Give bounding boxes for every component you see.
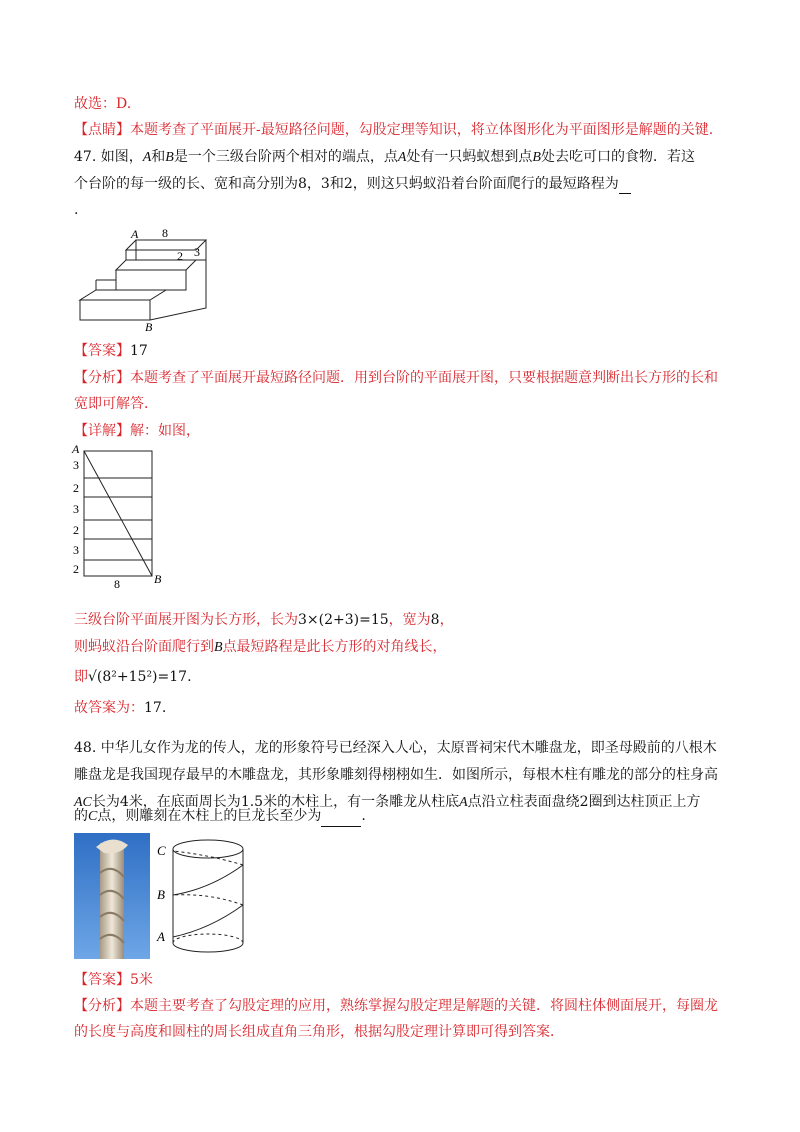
cylinder-bottom-front	[173, 943, 243, 952]
q48-text: 米，在底面周长为	[128, 794, 241, 810]
comment-tag: 【点睛】	[74, 122, 130, 138]
cylinder-top	[173, 840, 243, 858]
q47-final	[74, 698, 166, 718]
unfold-label-a: A	[72, 442, 80, 456]
answer-value: 17	[130, 343, 148, 359]
cyl-label-b: B	[157, 887, 165, 902]
q47-answer	[74, 341, 148, 361]
solution-width: 8	[430, 612, 440, 628]
fig-label-height: 2	[177, 249, 183, 263]
detail-text: 解：如图，	[130, 423, 200, 439]
q47-solution-3	[74, 667, 192, 687]
solution-text: ，	[439, 612, 454, 628]
q48-text: 圈到达柱顶正上方	[588, 794, 701, 810]
prev-comment	[74, 120, 713, 140]
analysis-tag: 【分析】	[74, 998, 130, 1014]
value-3: 3	[320, 176, 330, 192]
q47-text: ，	[306, 176, 321, 192]
q48-analysis-2: 的长度与高度和圆柱的周长组成直角三角形，根据勾股定理计算即可得到答案．	[74, 1024, 564, 1040]
q47-text: 个台阶的每一级的长、宽和高分别为	[74, 176, 298, 192]
row-label: 2	[73, 523, 79, 537]
value-1-5: 1.5	[240, 794, 264, 810]
row-label: 3	[73, 502, 79, 516]
point-a: A	[397, 150, 407, 165]
solution-text: 三级台阶平面展开图为长方形，长为	[74, 612, 298, 628]
value-4: 4	[119, 794, 129, 810]
row-label: 3	[73, 543, 79, 557]
dragon-pillar-photo	[74, 833, 150, 959]
q47-solution-1	[74, 610, 454, 630]
value-2: 2	[343, 176, 353, 192]
q47-text: 和	[151, 149, 166, 165]
stairs-bottom-riser	[80, 300, 150, 320]
dragon-path-front	[173, 865, 243, 895]
solution-expr: 3×(2+3)=15	[298, 612, 389, 628]
solution-text: 则蚂蚁沿台阶面爬行到	[74, 639, 214, 655]
analysis-tag: 【分析】	[74, 370, 130, 386]
q47-analysis	[74, 368, 718, 388]
point-b: B	[532, 150, 541, 165]
detail-tag: 【详解】	[74, 423, 130, 439]
analysis-text: 本题考查了平面展开最短路径问题．用到台阶的平面展开图，只要根据题意判断出长方形的长和	[130, 370, 718, 386]
point-a: A	[142, 150, 152, 165]
row-label: 3	[73, 458, 79, 472]
q47-analysis-2: 宽即可解答．	[74, 396, 158, 412]
answer-blank	[321, 812, 361, 827]
unfold-label-bottom: 8	[114, 577, 120, 589]
final-value: 17	[144, 700, 162, 716]
cyl-label-c: C	[157, 843, 166, 858]
fig-label-length: 8	[162, 226, 168, 240]
q48-text: 点，则雕刻在木柱上的巨龙长至少为	[97, 808, 322, 824]
point-c: C	[88, 809, 98, 824]
q47-text: 如图，	[100, 149, 143, 165]
q47-solution-2	[74, 637, 447, 658]
solution-text: ，宽为	[388, 612, 431, 628]
q48-analysis	[74, 996, 718, 1016]
answer-tag: 【答案】	[74, 343, 130, 359]
cylinder-figure	[155, 833, 255, 959]
q47-line2	[74, 174, 631, 194]
q47-number: 47.	[74, 149, 97, 165]
q48-text: .	[361, 808, 366, 824]
stairs-figure	[74, 224, 214, 334]
point-b: B	[214, 640, 223, 655]
q48-text: 中华儿女作为龙的传人，龙的形象符号已经深入人心，太原晋祠宋代木雕盘龙，即圣母殿前的八根木	[100, 740, 717, 756]
final-text: .	[161, 700, 167, 716]
value-2: 2	[579, 794, 589, 810]
analysis-text: 本题主要考查了勾股定理的应用，熟练掌握勾股定理是解题的关键．将圆柱体侧面展开，每圈龙	[130, 998, 718, 1014]
value-8: 8	[298, 176, 307, 192]
q47-text: ，则这只蚂蚁沿着台阶面爬行的最短路程为	[352, 176, 619, 192]
solution-expr: √(8²+15²)=17	[88, 669, 188, 685]
q48-answer	[74, 970, 153, 990]
q47-text: 是一个三级台阶两个相对的端点，点	[173, 149, 398, 165]
cylinder-bottom-back	[173, 934, 243, 943]
answer-value: 5米	[130, 972, 153, 988]
q48-text: 长为	[91, 794, 120, 810]
row-label: 2	[73, 481, 79, 495]
q47-line1	[74, 147, 695, 168]
q47-text: 和	[329, 176, 344, 192]
row-label: 2	[73, 562, 79, 576]
q47-line3: .	[74, 202, 79, 218]
stairs-bottom-tread	[80, 290, 166, 300]
stairs-mid-riser	[116, 270, 186, 290]
q48-number: 48.	[74, 740, 97, 756]
segment-ac: AC	[74, 795, 92, 810]
solution-text: 点最短路程是此长方形的对角线长，	[222, 639, 447, 655]
cyl-label-a: A	[157, 929, 165, 944]
solution-text: .	[187, 669, 192, 685]
final-label: 故答案为：	[74, 700, 144, 716]
point-a: A	[459, 795, 468, 810]
answer-blank	[619, 179, 631, 194]
dragon-path-front	[173, 905, 243, 937]
answer-tag: 【答案】	[74, 972, 130, 988]
point-b: B	[165, 150, 174, 165]
q48-line2: 雕盘龙是我国现存最早的木雕盘龙，其形象雕刻得栩栩如生．如图所示，每根木柱有雕龙的部分的柱身高	[74, 767, 718, 783]
prev-choice: 故选：D.	[74, 96, 132, 112]
dragon-path-back	[173, 895, 243, 905]
unfold-label-b: B	[154, 572, 162, 586]
solution-text: 即	[74, 669, 88, 685]
q48-text: 的	[74, 808, 88, 824]
q48-text: 米的木柱上，有一条雕龙从柱底	[263, 794, 460, 810]
stairs-mid-tread	[116, 260, 196, 270]
q47-detail	[74, 421, 200, 441]
q47-text: 处有一只蚂蚁想到点	[406, 149, 533, 165]
q48-text: 点沿立柱表面盘绕	[467, 794, 580, 810]
fig-label-a: A	[131, 227, 139, 241]
diagonal-path	[84, 451, 152, 576]
q47-text: 处去吃可口的食物．若这	[540, 149, 695, 165]
unfold-figure	[70, 441, 170, 589]
q48-line4	[74, 806, 366, 827]
comment-text: 本题考查了平面展开-最短路径问题，勾股定理等知识，将立体图形化为平面图形是解题的关键.	[130, 122, 714, 138]
fig-label-width: 3	[194, 245, 200, 259]
fig-label-b: B	[145, 320, 153, 334]
q48-line1	[74, 738, 717, 758]
